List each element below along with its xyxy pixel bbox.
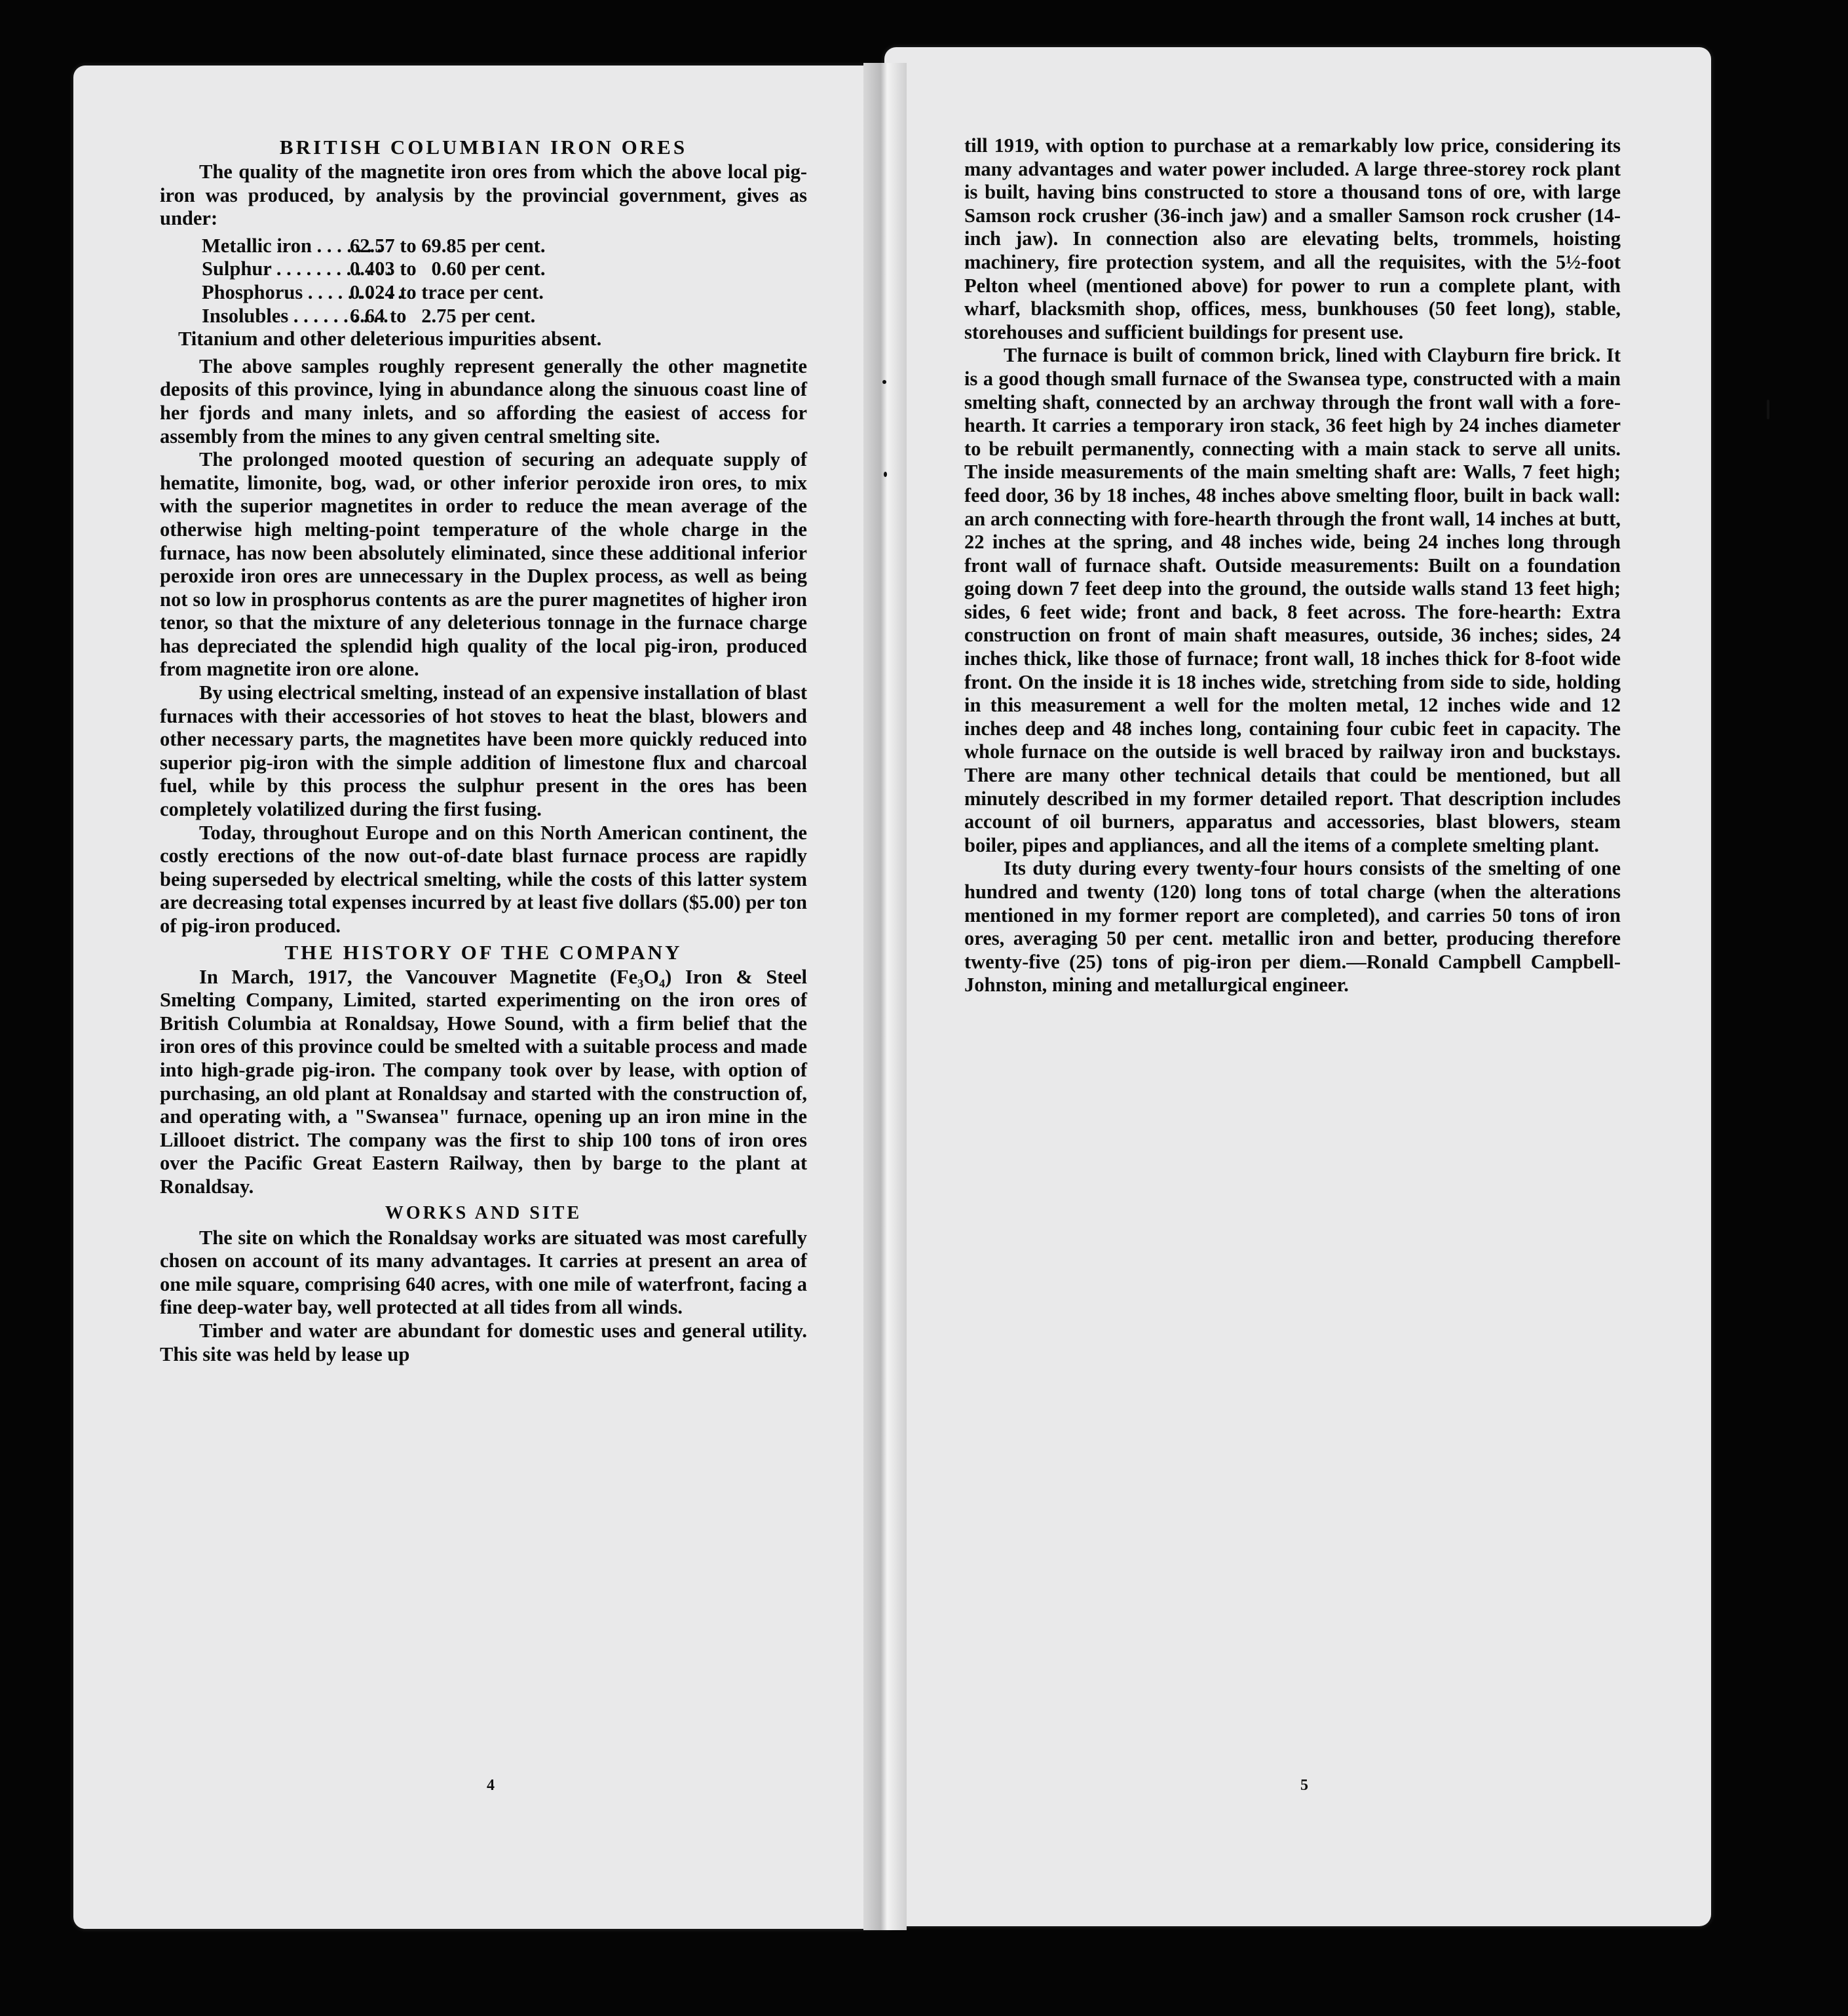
paragraph-site: The site on which the Ronaldsay works are situated was most carefully chosen on account of its many advantages. It carries at present an area of one mile square, comprising 640 acres, with one mile of waterfront, facing a fine deep-water bay, well protected at all tides from all winds. <box>160 1226 807 1319</box>
analysis-row <box>202 235 807 258</box>
print-speck <box>1767 400 1769 419</box>
titanium-line: Titanium and other deleterious impurities absent. <box>178 328 602 351</box>
paragraph-timber: Timber and water are abundant for domestic uses and general utility. This site was held by lease up <box>160 1319 807 1365</box>
analysis-name: Insolubles . . . . . . . . . . <box>202 304 388 327</box>
analysis-row <box>202 281 807 305</box>
analysis-row <box>202 305 807 328</box>
intro-paragraph: The quality of the magnetite iron ores from which the above local pig-iron was produced, by analysis by the provincial government, gives as under: <box>160 161 807 230</box>
paragraph-today: Today, throughout Europe and on this North American continent, the costly erections of the now out-of-date blast furnace process are rapidly being superseded by electrical smelting, while the costs of this latter system are decreasing total expenses incurred by at least five dollars ($5.00) per ton of pig-iron produced. <box>160 821 807 937</box>
right-column <box>964 134 1621 997</box>
heading-iron-ores: BRITISH COLUMBIAN IRON ORES <box>279 136 688 159</box>
paragraph-history: In March, 1917, the Vancouver Magnetite (Fe₃O₄) Iron & Steel Smelting Company, Limited, started experimenting on the iron ores of British Columbia at Ronaldsay, Howe Sound, with a firm belief that the iron ores of this province could be smelted with a suitable process and made into high-grade pig-iron. The company took over by lease, with option of purchasing, an old plant at Ronaldsay and started with the construction of, and operating with, a "Swansea" furnace, opening up an iron mine in the Lillooet district. The company was the first to ship 100 tons of iron ores over the Pacific Great Eastern Railway, then by barge to the plant at Ronaldsay. <box>160 965 807 1198</box>
heading-history: THE HISTORY OF THE COMPANY <box>284 940 683 964</box>
paragraph-samples: The above samples roughly represent generally the other magnetite deposits of this province, lying in abundance along the sinuous coast line of her fjords and many inlets, and so affording the easiest of access for assembly from the mines to any given central smelting site. <box>160 354 807 447</box>
analysis-name: Sulphur . . . . . . . . . . . . <box>202 257 392 280</box>
paragraph-furnace: The furnace is built of common brick, lined with Clayburn fire brick. It is a good though small furnace of the Swansea type, constructed with a main smelting shaft, connected by an archway through the front wall with a fore-hearth. It carries a temporary iron stack, 36 feet high by 24 inches diameter to be rebuilt permanently, connecting with a main stack to serve all units. The inside measurements of the main smelting shaft are: Walls, 7 feet high; feed door, 36 by 18 inches, 48 inches above smelting floor, built in back wall: an arch connecting with fore-hearth through the front wall, 14 inches at butt, 22 inches at the spring, and 48 inches wide, being 24 inches long through front wall of furnace shaft. Outside measurements: Built on a foundation going down 7 feet deep into the ground, the outside walls stand 13 feet high; sides, 6 feet wide; front and back, 8 feet across. The fore-hearth: Extra construction on front of main shaft measures, outside, 36 inches; sides, 24 inches thick, like those of furnace; front wall, 18 inches thick for 8-foot wide front. On the inside it is 18 inches wide, stretching from side to side, holding in this measurement a well for the molten metal, 12 inches wide and 12 inches deep and 48 inches long, containing four cubic feet in capacity. The whole furnace on the outside is well braced by railway iron and buckstays. There are many other technical details that could be mentioned, but all minutely described in my former detailed report. That description includes account of oil burners, apparatus and accessories, blast blowers, steam boiler, pipes and appliances, and all the items of a complete smelting plant. <box>964 344 1621 856</box>
page-number-right: 5 <box>1300 1777 1308 1794</box>
left-column <box>160 134 807 1366</box>
analysis-row <box>202 257 807 281</box>
book-gutter <box>863 63 907 1930</box>
page-number-left: 4 <box>487 1777 495 1794</box>
paragraph-continued: till 1919, with option to purchase at a remarkably low price, considering its many advantages and water power included. A large three-storey rock plant is built, having bins constructed to store a thousand tons of ore, with large Samson rock crusher (36-inch jaw) and a smaller Samson rock crusher (14-inch jaw). In connection also are elevating belts, trommels, hoisting machinery, fire protection system, and all the requisites, with the 5½-foot Pelton wheel (mentioned above) for power to run a complete plant, with wharf, blacksmith shop, offices, mess, bunkhouses (50 feet long), stable, storehouses and sufficient buildings for present use. <box>964 134 1621 343</box>
analysis-value: 6.64 to 2.75 per cent. <box>350 304 536 327</box>
analysis-value: 0.024 to trace per cent. <box>350 280 544 303</box>
print-speck <box>884 472 887 477</box>
paragraph-duty: Its duty during every twenty-four hours consists of the smelting of one hundred and twenty (120) long tons of total charge (when the alterations mentioned in my former report are completed), and carries 50 tons of iron ores, averaging 50 per cent. metallic iron and better, producing therefore twenty-five (25) tons of pig-iron per diem.—Ronald Campbell Campbell-Johnston, mining and metallurgical engineer. <box>964 857 1621 997</box>
heading-works: WORKS AND SITE <box>385 1202 582 1223</box>
analysis-value: 0.403 to 0.60 per cent. <box>350 257 546 280</box>
analysis-table <box>202 235 807 328</box>
paragraph-prolonged: The prolonged mooted question of securing an adequate supply of hematite, limonite, bog, wad, or other inferior peroxide iron ores, to mix with the superior magnetites in order to reduce the mean average of the otherwise high melting-point temperature of the whole charge in the furnace, has now been absolutely eliminated, since these additional inferior peroxide iron ores are unnecessary in the Duplex process, as well as being not so low in prosphorus contents as are the purer magnetites of higher iron tenor, so that the mixture of any deleterious tonnage in the furnace charge has depreciated the splendid high quality of the local pig-iron, produced from magnetite iron ore alone. <box>160 448 807 681</box>
analysis-value: 62.57 to 69.85 per cent. <box>350 234 546 257</box>
paragraph-electrical: By using electrical smelting, instead of an expensive installation of blast furnaces with their accessories of hot stoves to heat the blast, blowers and other necessary parts, the magnetites have been more quickly reduced into superior pig-iron with the simple addition of limestone flux and charcoal fuel, while by this process the sulphur present in the ores has been completely volatilized during the first fusing. <box>160 681 807 821</box>
analysis-name: Phosphorus . . . . . . . . . . <box>202 280 403 303</box>
analysis-name: Metallic iron . . . . . . . <box>202 234 382 257</box>
print-speck <box>882 380 886 384</box>
